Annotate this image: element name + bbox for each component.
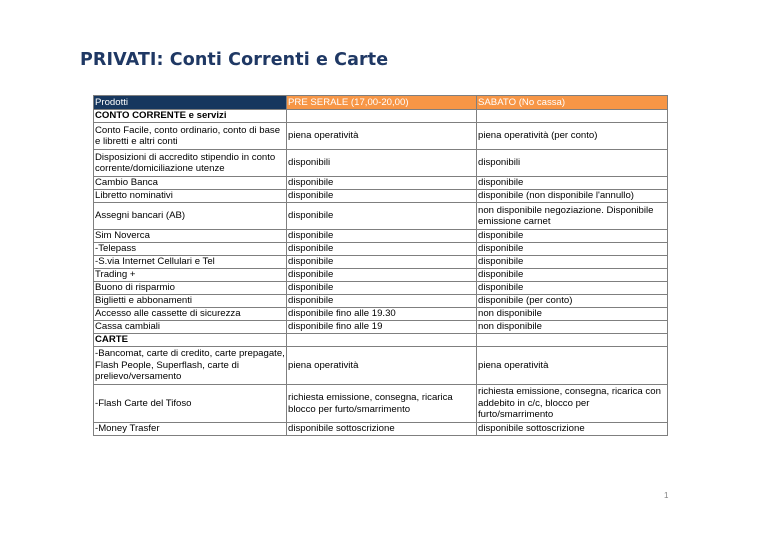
- header-pre-serale: PRE SERALE (17,00-20,00): [287, 96, 477, 110]
- cell-pre-serale: piena operatività: [287, 347, 477, 385]
- cell-pre-serale: disponibile: [287, 256, 477, 269]
- cell-sabato: disponibile: [477, 177, 668, 190]
- cell-sabato: richiesta emissione, consegna, ricarica con addebito in c/c, blocco per furto/smarrimento: [477, 385, 668, 423]
- cell-pre-serale: disponibile fino alle 19: [287, 321, 477, 334]
- cell-sabato: disponibile: [477, 230, 668, 243]
- cell-sabato: disponibile: [477, 256, 668, 269]
- table-row: [94, 150, 668, 177]
- cell-prodotto: Buono di risparmio: [94, 282, 287, 295]
- cell-sabato: piena operatività: [477, 347, 668, 385]
- table-row: [94, 190, 668, 203]
- cell-sabato: disponibile (per conto): [477, 295, 668, 308]
- services-table: [93, 95, 668, 436]
- table-row: [94, 308, 668, 321]
- cell-sabato: piena operatività (per conto): [477, 123, 668, 150]
- section-title: CARTE: [94, 334, 287, 347]
- section-row-carte: [94, 334, 668, 347]
- cell-sabato: non disponibile: [477, 321, 668, 334]
- cell-prodotto: Sim Noverca: [94, 230, 287, 243]
- cell-sabato: non disponibile negoziazione. Disponibile emissione carnet: [477, 203, 668, 230]
- table-row: [94, 321, 668, 334]
- table-row: [94, 282, 668, 295]
- cell-pre-serale: disponibile: [287, 177, 477, 190]
- cell-pre-serale: disponibile: [287, 230, 477, 243]
- section-row-conto-corrente: [94, 110, 668, 123]
- cell-sabato: disponibile: [477, 282, 668, 295]
- cell-prodotto: Biglietti e abbonamenti: [94, 295, 287, 308]
- cell-sabato: disponibile: [477, 269, 668, 282]
- cell-prodotto: Libretto nominativi: [94, 190, 287, 203]
- cell-prodotto: -Flash Carte del Tifoso: [94, 385, 287, 423]
- table-row: [94, 243, 668, 256]
- cell-prodotto: -Money Trasfer: [94, 423, 287, 436]
- cell-pre-serale: disponibile: [287, 282, 477, 295]
- cell-pre-serale: disponibile: [287, 243, 477, 256]
- table-row: [94, 230, 668, 243]
- page-title: PRIVATI: Conti Correnti e Carte: [80, 50, 389, 70]
- cell-pre-serale: disponibile sottoscrizione: [287, 423, 477, 436]
- table-row: [94, 347, 668, 385]
- cell-prodotto: Cambio Banca: [94, 177, 287, 190]
- table-row: [94, 256, 668, 269]
- cell-sabato: non disponibile: [477, 308, 668, 321]
- cell-pre-serale: disponibile: [287, 295, 477, 308]
- cell-pre-serale: disponibili: [287, 150, 477, 177]
- header-prodotti: Prodotti: [94, 96, 287, 110]
- cell-prodotto: Cassa cambiali: [94, 321, 287, 334]
- table-row: [94, 295, 668, 308]
- cell-prodotto: Accesso alle cassette di sicurezza: [94, 308, 287, 321]
- table-row: [94, 177, 668, 190]
- cell-prodotto: Disposizioni di accredito stipendio in conto corrente/domiciliazione utenze: [94, 150, 287, 177]
- table-row: [94, 385, 668, 423]
- cell-pre-serale: disponibile: [287, 269, 477, 282]
- cell-prodotto: Conto Facile, conto ordinario, conto di base e libretti e altri conti: [94, 123, 287, 150]
- page-number: 1: [664, 491, 669, 500]
- cell-prodotto: -Telepass: [94, 243, 287, 256]
- cell-pre-serale: disponibile: [287, 190, 477, 203]
- table-row: [94, 203, 668, 230]
- cell-sabato: disponibile: [477, 243, 668, 256]
- table-row: [94, 423, 668, 436]
- header-sabato: SABATO (No cassa): [477, 96, 668, 110]
- table-header-row: [94, 96, 668, 110]
- cell-pre-serale: richiesta emissione, consegna, ricarica blocco per furto/smarrimento: [287, 385, 477, 423]
- table-row: [94, 123, 668, 150]
- cell-prodotto: -Bancomat, carte di credito, carte prepagate, Flash People, Superflash, carte di prelievo/versamento: [94, 347, 287, 385]
- cell-prodotto: -S.via Internet Cellulari e Tel: [94, 256, 287, 269]
- cell-pre-serale: disponibile: [287, 203, 477, 230]
- cell-pre-serale: piena operatività: [287, 123, 477, 150]
- cell-sabato: disponibili: [477, 150, 668, 177]
- cell-prodotto: Trading +: [94, 269, 287, 282]
- cell-sabato: disponibile (non disponibile l'annullo): [477, 190, 668, 203]
- table-row: [94, 269, 668, 282]
- cell-sabato: disponibile sottoscrizione: [477, 423, 668, 436]
- section-title: CONTO CORRENTE e servizi: [94, 110, 287, 123]
- cell-prodotto: Assegni bancari (AB): [94, 203, 287, 230]
- cell-pre-serale: disponibile fino alle 19.30: [287, 308, 477, 321]
